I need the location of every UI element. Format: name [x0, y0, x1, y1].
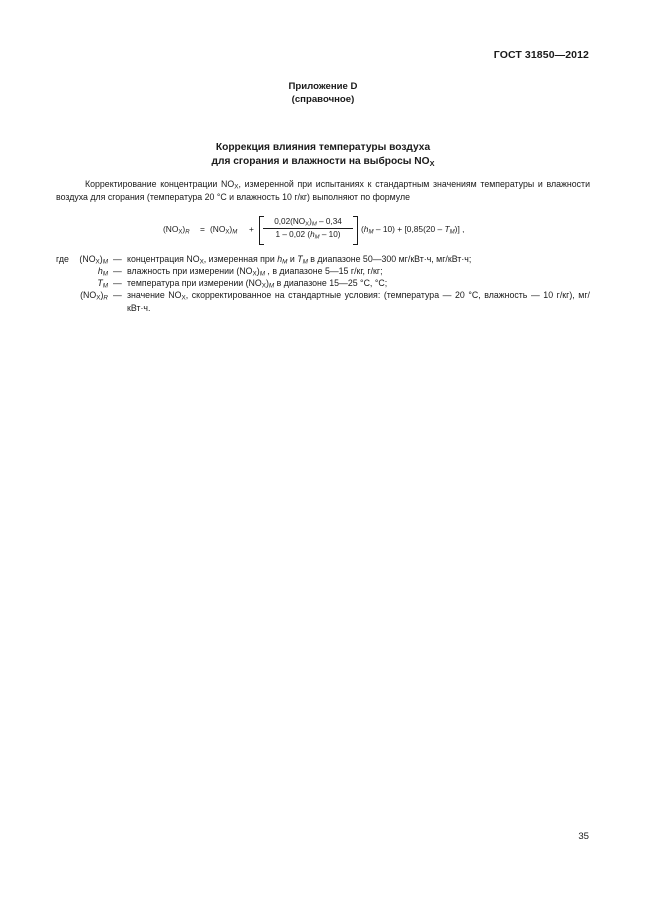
formula-humidity-term: $(h_M - 10) + [0,85(20 - T_M)]$ ,: [361, 224, 465, 236]
formula-plus: +: [249, 224, 254, 234]
symbol-legend: [56, 253, 590, 323]
legend-dash: —: [113, 254, 122, 264]
standard-designation: ГОСТ 31850—2012: [493, 49, 589, 61]
legend-row: [56, 277, 590, 289]
intro-fragment: , измеренной при испытаниях к стандартным значениям температуры и влажности воздуха для сгорания (температура 20 °С и влажность 10 г/кг) выполняют по формуле: [56, 179, 590, 202]
intro-fragment: Корректирование концентрации NO: [85, 179, 235, 189]
legend-row: [56, 253, 590, 265]
legend-definition: концентрация $NO_X$, измеренная при $h_M$ и $T_M$ в диапазоне 50—300 мг/кВт·ч, мг/кВт·ч;: [127, 254, 472, 266]
legend-dash: —: [113, 266, 122, 276]
formula-equals: =: [200, 224, 205, 234]
legend-definition: влажность при измерении $(NO_X)_M$ , в диапазоне 5—15 г/кг, г/кг;: [127, 266, 383, 278]
appendix-title: Приложение D: [288, 81, 358, 92]
legend-definition: значение $NO_X$, скорректированное на стандартные условия: (температура — 20 °С, влажность — 10 г/кг), мг/кВт·ч.: [127, 290, 590, 313]
legend-symbol: $T_M$: [97, 278, 108, 290]
legend-symbol: $(NO_X)_M$: [79, 254, 108, 266]
legend-row: [56, 289, 590, 313]
legend-dash: —: [113, 290, 122, 300]
intro-fragment: X: [234, 183, 239, 191]
formula-measured-term: $(NO_X)_M$: [210, 224, 238, 236]
formula-right-bracket: [353, 216, 358, 245]
section-title-line-2: для сгорания и влажности на выбросы $NO_X$: [211, 156, 435, 168]
legend-row: [56, 265, 590, 277]
legend-symbol: $h_M$: [97, 266, 108, 278]
intro-paragraph: [56, 178, 590, 203]
formula-denominator: 1 – 0,02 $(h_M - 10)$: [275, 230, 341, 241]
legend-dash: —: [113, 278, 122, 288]
appendix-kind: (справочное): [291, 94, 355, 105]
formula-lhs: $(NO_X)_R$: [163, 224, 190, 236]
legend-definition: температура при измерении $(NO_X)_M$ в диапазоне 15—25 °С, °С;: [127, 278, 388, 290]
formula-numerator: $0,02(NO_X)_M - 0,34$: [263, 217, 353, 229]
page-number: 35: [578, 831, 589, 842]
legend-symbol: $(NO_X)_R$: [80, 290, 108, 302]
formula-fraction: [263, 217, 353, 239]
legend-where: где: [56, 254, 69, 264]
section-title-line-1: Коррекция влияния температуры воздуха: [215, 142, 431, 153]
